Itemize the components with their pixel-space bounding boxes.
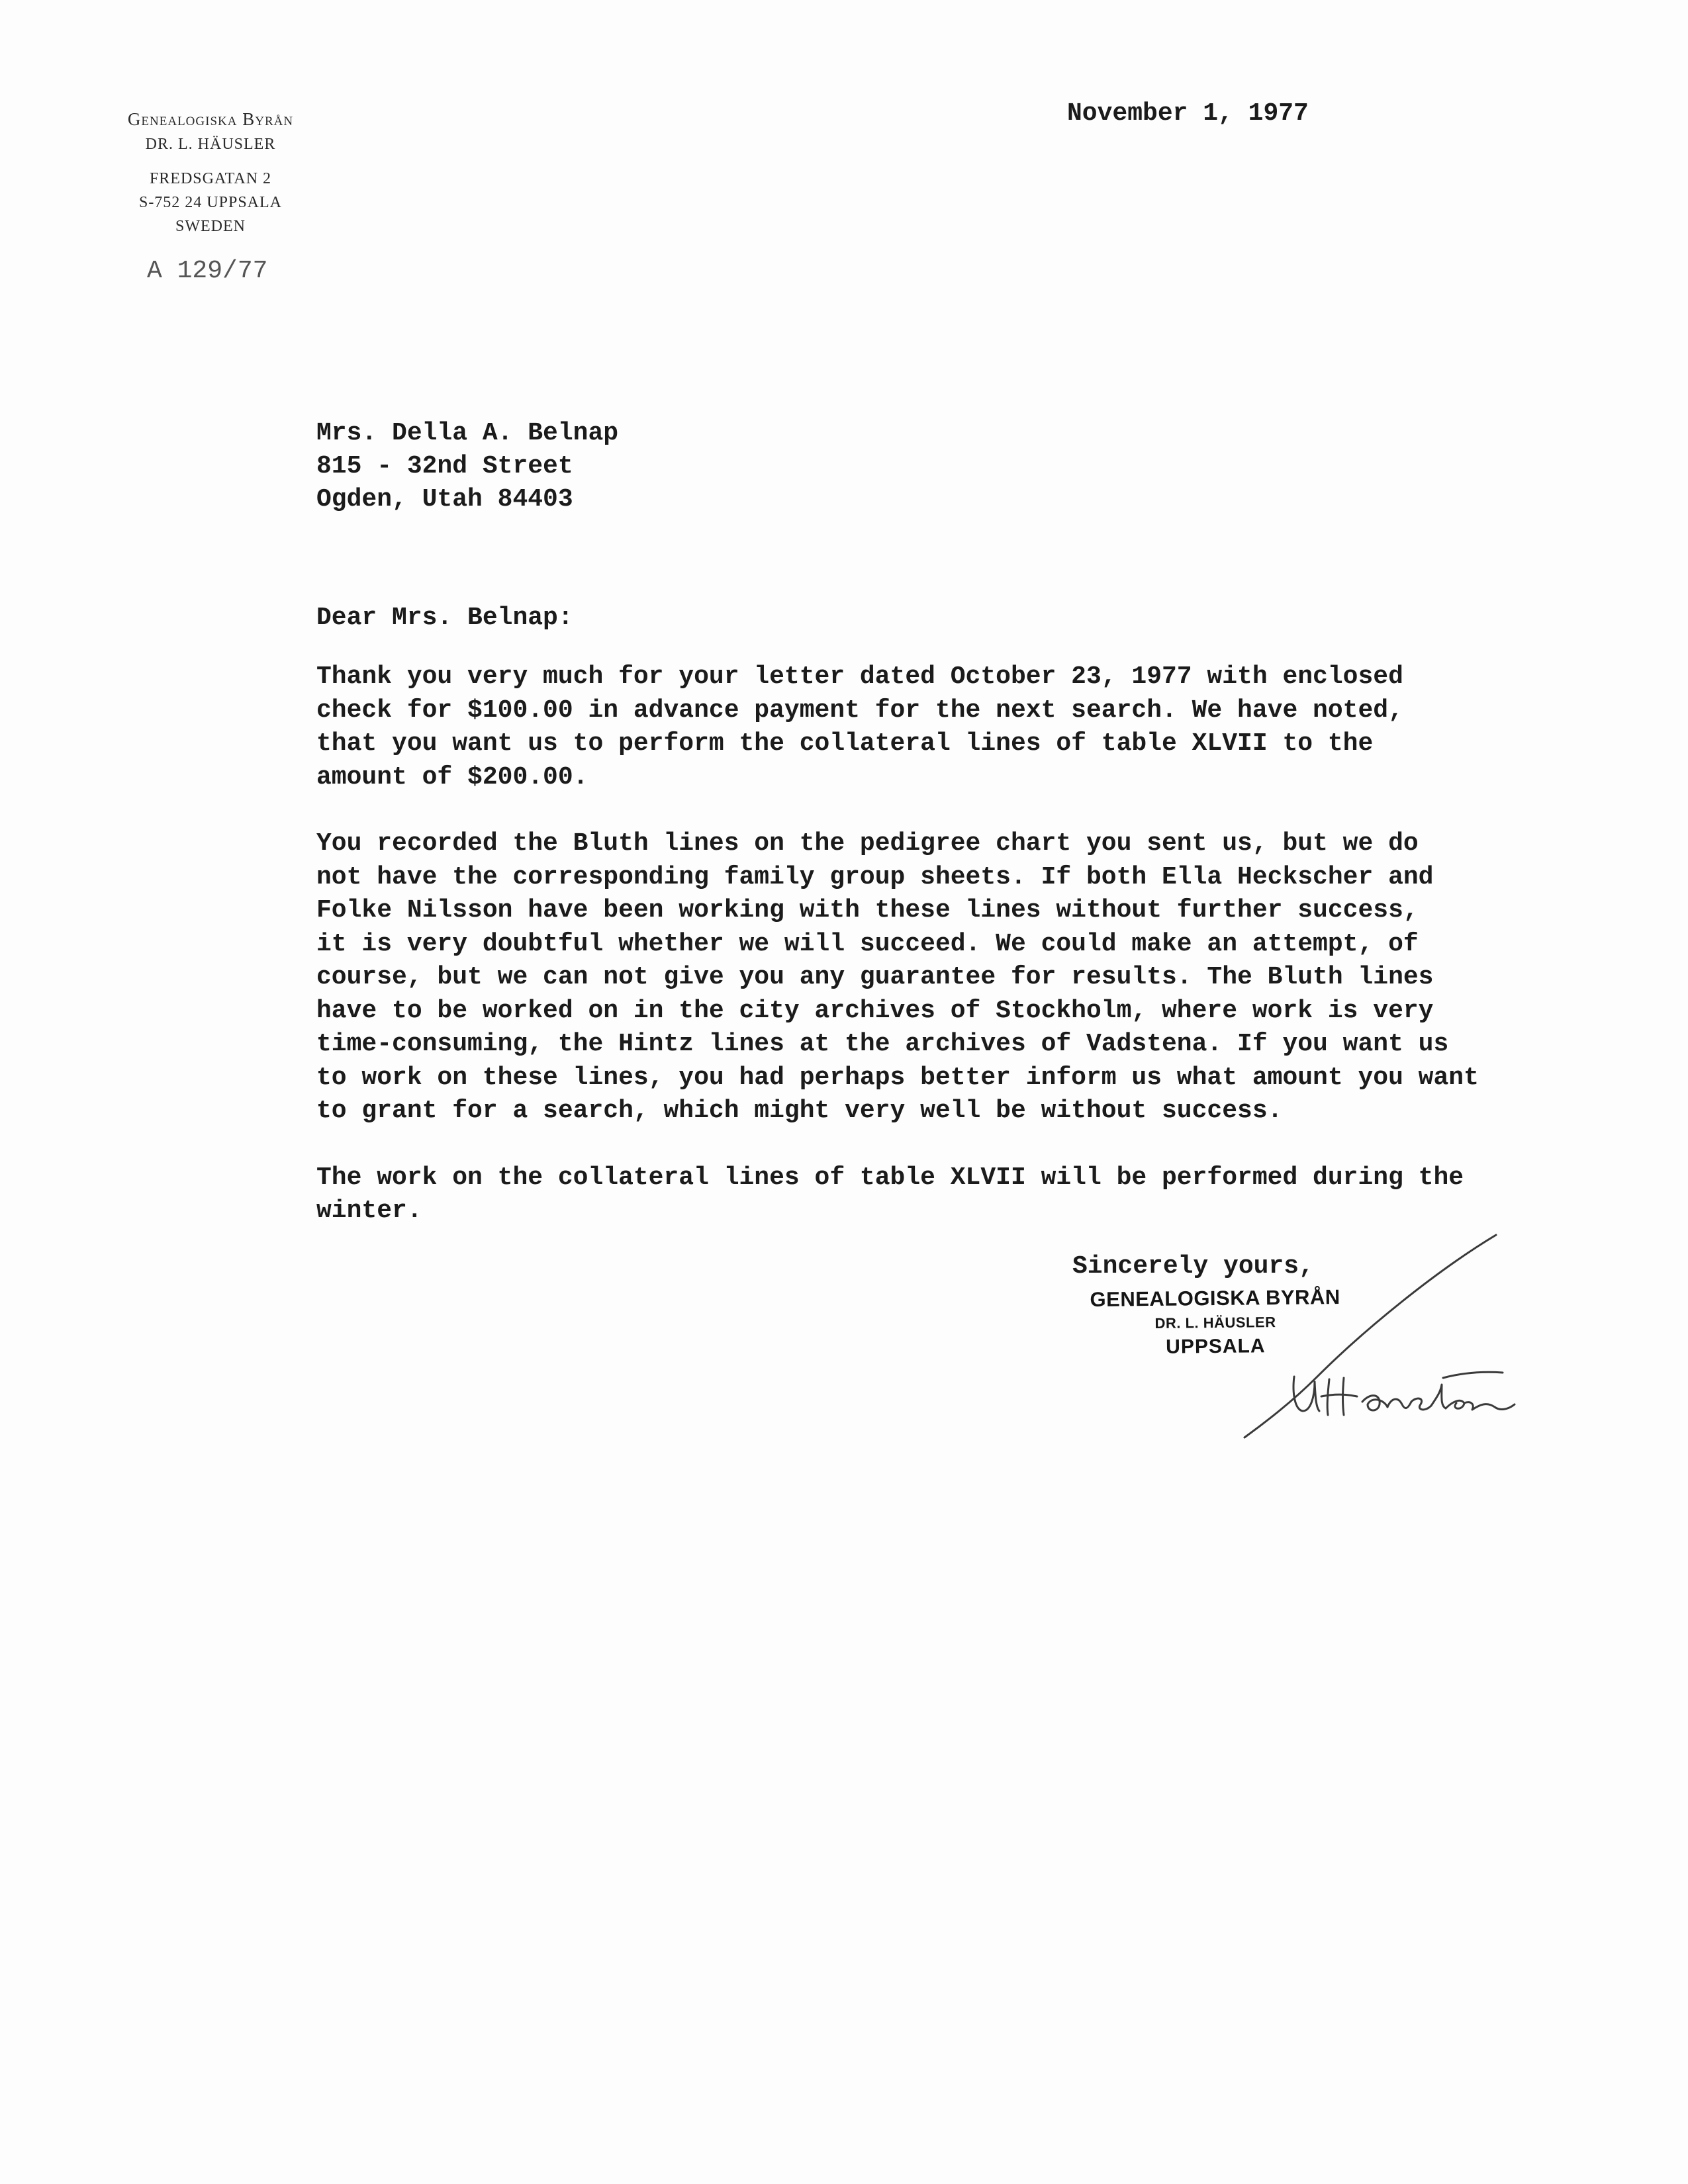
body-line: have to be worked on in the city archives of Stockholm, where work is very <box>316 996 1434 1025</box>
body-line: You recorded the Bluth lines on the pedigree chart you sent us, but we do <box>316 829 1419 858</box>
body-line: amount of $200.00. <box>316 762 588 792</box>
body-line: The work on the collateral lines of table XLVII will be performed during the <box>316 1163 1464 1192</box>
body-paragraph <box>316 660 1614 794</box>
letterhead-firm-name: Genealogiska Byrån <box>127 109 294 129</box>
letterhead-postal-city: S-752 24 UPPSALA <box>138 194 283 211</box>
recipient-street: 815 - 32nd Street <box>316 452 573 480</box>
body-line: course, but we can not give you any guarantee for results. The Bluth lines <box>316 963 1434 991</box>
letter-body <box>316 660 1614 1261</box>
body-line: to grant for a search, which might very well be without success. <box>316 1097 1283 1125</box>
body-paragraph <box>316 827 1614 1128</box>
recipient-city: Ogden, Utah 84403 <box>316 485 573 514</box>
recipient-name: Mrs. Della A. Belnap <box>316 419 619 447</box>
body-line: that you want us to perform the collateral lines of table XLVII to the <box>316 729 1374 758</box>
stamp-firm-name: GENEALOGISKA BYRÅN <box>1090 1285 1340 1311</box>
stamp-doctor: DR. L. HÄUSLER <box>1154 1314 1276 1332</box>
body-line: not have the corresponding family group sheets. If both Ella Heckscher and <box>316 862 1434 891</box>
letter-date: November 1, 1977 <box>1067 99 1309 128</box>
recipient-address <box>316 417 618 516</box>
body-line: winter. <box>316 1197 422 1225</box>
body-line: to work on these lines, you had perhaps better inform us what amount you want <box>316 1063 1479 1092</box>
reference-number: A 129/77 <box>147 257 268 285</box>
handwritten-signature <box>1218 1231 1602 1443</box>
body-line: it is very doubtful whether we will succeed. We could make an attempt, of <box>316 929 1419 958</box>
letterhead-street: FREDSGATAN 2 <box>149 170 272 187</box>
letterhead-country: SWEDEN <box>175 218 246 235</box>
body-paragraph <box>316 1161 1614 1228</box>
stamp-city: UPPSALA <box>1166 1335 1266 1358</box>
closing: Sincerely yours, <box>1072 1252 1314 1281</box>
body-line: Folke Nilsson have been working with these lines without further success, <box>316 896 1419 925</box>
body-line: time-consuming, the Hintz lines at the archives of Vadstena. If you want us <box>316 1030 1449 1058</box>
body-line: check for $100.00 in advance payment for the next search. We have noted, <box>316 696 1403 725</box>
letterhead-address <box>78 167 343 238</box>
letterhead <box>78 106 343 238</box>
letterhead-doctor: DR. L. HÄUSLER <box>145 136 276 153</box>
salutation: Dear Mrs. Belnap: <box>316 604 573 632</box>
body-line: Thank you very much for your letter dated October 23, 1977 with enclosed <box>316 662 1403 691</box>
